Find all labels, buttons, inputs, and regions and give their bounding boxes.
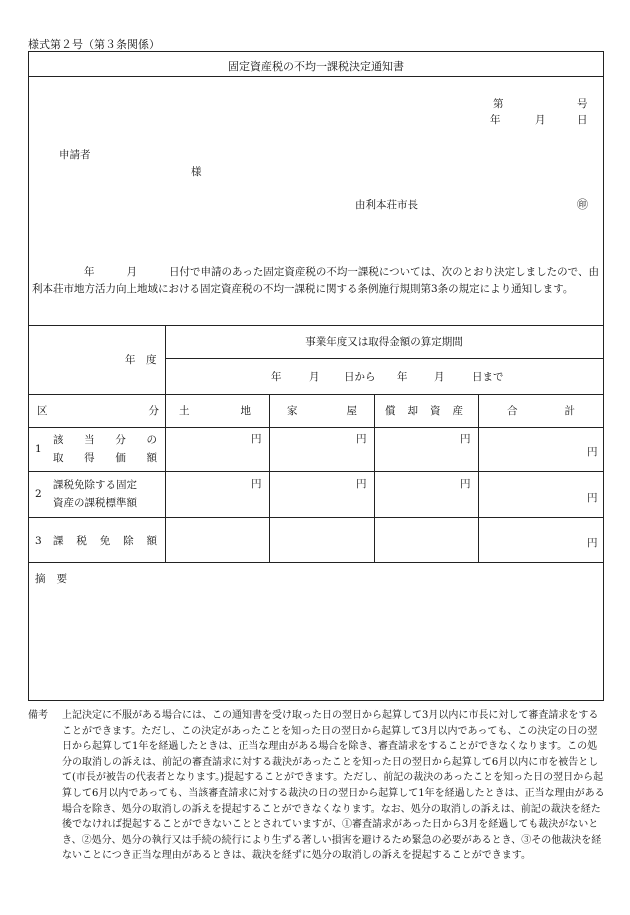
year-label: 年 度	[125, 354, 157, 366]
row1-land-unit: 円	[251, 433, 262, 445]
col-dep-char: 償	[385, 405, 396, 417]
row1-depreciable-unit: 円	[460, 433, 471, 445]
header-bottom-line	[29, 394, 603, 395]
period-from-day: 日から	[344, 371, 376, 383]
col-line-4	[478, 394, 479, 562]
row2-house-unit: 円	[356, 478, 367, 490]
seal-mark: ㊞	[577, 198, 588, 211]
row1-top-line	[29, 427, 603, 428]
row1-char: 得	[84, 452, 95, 464]
col-house-char: 屋	[346, 405, 357, 417]
table-top-line	[29, 325, 603, 326]
row1-char: 額	[146, 452, 157, 464]
col-header-house	[287, 406, 357, 417]
col-total-char: 計	[564, 405, 575, 417]
col-land-char: 土	[179, 405, 190, 417]
notice-form	[28, 51, 604, 701]
row1-char: 該	[53, 434, 64, 446]
number-dai: 第	[493, 98, 504, 110]
row2-label-line2: 資産の課税標準額	[53, 497, 137, 509]
body-month: 月	[126, 266, 137, 278]
row2-land-unit: 円	[251, 478, 262, 490]
applicant-sama: 様	[191, 166, 202, 178]
summary-char: 要	[56, 573, 67, 585]
row3-label	[53, 536, 157, 547]
period-from-month: 月	[309, 371, 320, 383]
row2-number: 2	[35, 488, 42, 500]
row1-char: 取	[53, 452, 64, 464]
col-dep-char: 産	[452, 405, 463, 417]
row1-number: 1	[35, 443, 42, 455]
period-label: 事業年度又は取得金額の算定期間	[305, 336, 463, 348]
issuer-name: 由利本荘市長	[355, 199, 418, 211]
col-line-3	[374, 394, 375, 562]
row2-depreciable-unit: 円	[460, 478, 471, 490]
row3-char: 免	[99, 535, 111, 547]
summary-top-line	[29, 562, 603, 563]
row2-total-unit: 円	[587, 492, 598, 504]
body-text: 日付で申請のあった固定資産税の不均一課税については、次のとおり決定しましたので、由利本荘市地方活力向上地域における固定資産税の不均一課税に関する条例施行規則第3条の規定により通知します。	[32, 266, 599, 295]
col-header-depreciable	[385, 406, 463, 417]
form-label: 様式第２号（第３条関係）	[28, 38, 160, 51]
col-header-category	[37, 406, 159, 417]
applicant-label: 申請者	[59, 149, 91, 161]
row1-char: 分	[115, 434, 126, 446]
date-year: 年	[490, 114, 501, 126]
col-header-total	[507, 406, 575, 417]
col-line-2	[269, 394, 270, 562]
period-to-day: 日まで	[472, 371, 504, 383]
row3-char: 額	[146, 535, 157, 547]
col-category-char: 区	[37, 405, 48, 417]
row3-char: 税	[76, 535, 87, 547]
row1-char: 当	[84, 434, 95, 446]
date-month: 月	[535, 114, 546, 126]
summary-char: 摘	[35, 573, 46, 585]
remarks-text: 上記決定に不服がある場合には、この通知書を受け取った日の翌日から起算して3月以内に市長に対して審査請求をすることができます。ただし、この決定があったことを知った日の翌日から起算して3月以内であっても、この決定の日の翌日から起算して1年を経過したときは、正当な理由がある場合を除き、審査請求をすることができなくなります。この処分の取消しの訴えは、前記の審査請求に対する裁決があったことを知った日の翌日から起算して6月以内に市を被告として(市長が被告の代表者となります。)提起することができます。ただし、前記の裁決のあったことを知った日の翌日から起算して6月以内であっても、当該審査請求に対する裁決の日の翌日から起算して1年を経過したときは、正当な理由がある場合を除き、処分の取消しの訴えを提起することができなくなります。なお、処分の取消しの訴えは、前記の裁決を経た後でなければ提起することができないこととされていますが、①審査請求があった日から3月を経過しても裁決がないとき、②処分、処分の執行又は手続の続行により生ずる著しい損害を避けるため緊急の必要があるとき、③その他裁決を経ないことにつき正当な理由があるときは、裁決を経ずに処分の取消しの訴えを提起することができます。	[62, 710, 605, 862]
form-title: 固定資産税の不均一課税決定通知書	[228, 60, 404, 73]
col-category-char: 分	[148, 405, 159, 417]
row3-number: 3	[35, 535, 42, 547]
col-line-1	[165, 325, 166, 562]
row3-char: 課	[53, 535, 64, 547]
row2-top-line	[29, 471, 603, 472]
row2-label-line1: 課税免除する固定	[53, 479, 137, 491]
remarks	[28, 708, 606, 864]
row1-label-line1	[53, 435, 157, 446]
period-divider	[165, 358, 603, 359]
notice-body	[32, 264, 602, 298]
row1-label-line2	[53, 453, 157, 464]
col-header-land	[179, 406, 251, 417]
number-go: 号	[577, 98, 588, 110]
col-house-char: 家	[287, 405, 298, 417]
period-to-year: 年	[397, 371, 408, 383]
col-land-char: 地	[240, 405, 251, 417]
body-year: 年	[84, 266, 95, 278]
col-total-char: 合	[507, 405, 518, 417]
period-from-year: 年	[271, 371, 282, 383]
col-dep-char: 却	[407, 405, 418, 417]
date-day: 日	[577, 114, 588, 126]
remarks-lead: 備考	[28, 710, 48, 721]
col-dep-char: 資	[430, 405, 441, 417]
row3-top-line	[29, 517, 603, 518]
row1-char: の	[146, 434, 157, 446]
period-to-month: 月	[434, 371, 445, 383]
row3-char: 除	[123, 535, 134, 547]
row1-house-unit: 円	[356, 433, 367, 445]
title-divider	[29, 76, 603, 77]
row3-total-unit: 円	[587, 537, 598, 549]
summary-label	[35, 574, 67, 585]
row1-char: 価	[115, 452, 126, 464]
row1-total-unit: 円	[587, 446, 598, 458]
